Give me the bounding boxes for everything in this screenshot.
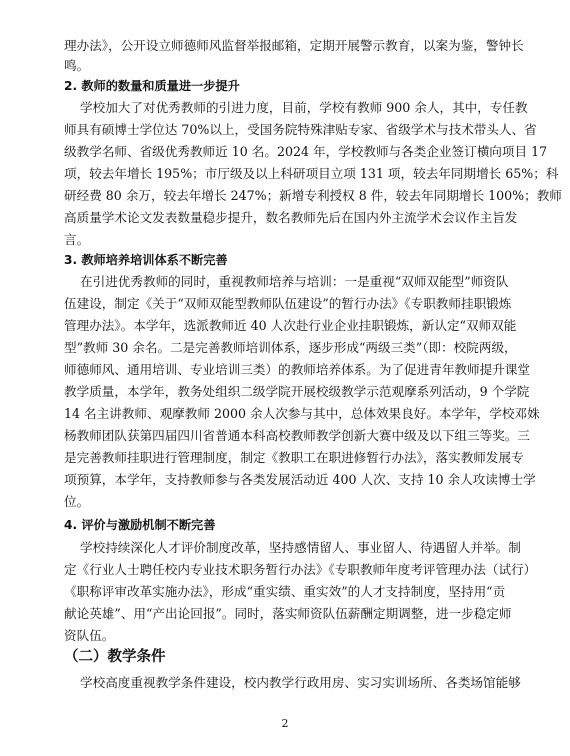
body-text-line: 言。 [64, 232, 90, 247]
body-text-line: 伍建设，制定《关于“双师双能型教师队伍建设”的暂行办法》《专职教师挂职锻炼 [64, 296, 512, 311]
body-text-line: 学校持续深化人才评价制度改革，坚持感情留人、事业留人、待遇留人并举。制 [64, 540, 521, 555]
page-number: 2 [281, 717, 289, 730]
body-text-line: 研经费 80 余万，较去年增长 247%；新增专利授权 8 件，较去年同期增长 100%；教师 [64, 188, 562, 203]
body-text-line: 师德师风、通用培训、专业培训三类）的教师培养体系。为了促进青年教师提升课堂 [64, 362, 530, 377]
body-text-line: 是完善教师挂职进行管理制度，制定《教职工在职进修暂行办法》，落实教师发展专 [64, 450, 524, 465]
body-text-line: 理办法》，公开设立师德师风监督举报邮箱，定期开展警示教育，以案为鉴，警钟长 [64, 38, 524, 53]
body-text-line: 位。 [64, 494, 90, 509]
subsection-heading: 4. 评价与激励机制不断完善 [64, 518, 216, 532]
section-heading: （二）教学条件 [64, 649, 166, 665]
body-text-line: 《职称评审改革实施办法》，形成“重实绩、重实效”的人才支持制度，坚持用“贡 [64, 584, 506, 599]
subsection-heading: 2. 教师的数量和质量进一步提升 [64, 79, 240, 93]
body-text-line: 项预算，本学年，支持教师参与各类发展活动近 400 人次、支持 10 余人攻读博士学 [64, 472, 536, 487]
body-text-line: 在引进优秀教师的同时，重视教师培养与培训：一是重视“双师双能型”师资队 [64, 274, 509, 289]
body-text-line: 型”教师 30 余名。二是完善教师培训体系，逐步形成“两级三类”（即：校院两级， [64, 340, 517, 355]
body-text-line: 级教学名师、省级优秀教师近 10 名。2024 年，学校教师与各类企业签订横向项目 17 [64, 144, 548, 159]
body-text-line: 献论英雄”、用“产出论回报”。同时，落实师资队伍薪酬定期调整，进一步稳定师 [64, 606, 512, 621]
body-text-line: 教学质量，本学年，教务处组织二级学院开展校级教学示范观摩系列活动，9 个学院 [64, 384, 530, 399]
body-text-line: 学校高度重视教学条件建设，校内教学行政用房、实习实训场所、各类场馆能够 [64, 675, 521, 690]
body-text-line: 师具有硕博士学位达 70%以上，受国务院特殊津贴专家、省级学术与技术带头人、省 [64, 122, 537, 137]
body-text-line: 杨教师团队获第四届四川省普通本科高校教师教学创新大赛中级及以下组三等奖。三 [64, 428, 530, 443]
body-text-line: 鸣。 [64, 58, 90, 73]
body-text-line: 定《行业人士聘任校内专业技术职务暂行办法》《专职教师年度考评管理办法（试行） [64, 562, 537, 577]
subsection-heading: 3. 教师培养培训体系不断完善 [64, 253, 228, 267]
body-text-line: 项，较去年增长 195%；市厅级及以上科研项目立项 131 项，较去年同期增长 65%；科 [64, 166, 559, 181]
body-text-line: 管理办法》。本学年，选派教师近 40 人次赴行业企业挂职锻炼，新认定“双师双能 [64, 318, 517, 333]
body-text-line: 资队伍。 [64, 628, 115, 643]
body-text-line: 学校加大了对优秀教师的引进力度，目前，学校有教师 900 余人，其中，专任教 [64, 100, 528, 115]
body-text-line: 高质量学术论文发表数量稳步提升，数名教师先后在国内外主流学术会议作主旨发 [64, 210, 518, 225]
body-text-line: 14 名主讲教师、观摩教师 2000 余人次参与其中，总体效果良好。本学年，学校邓姝 [64, 406, 540, 421]
